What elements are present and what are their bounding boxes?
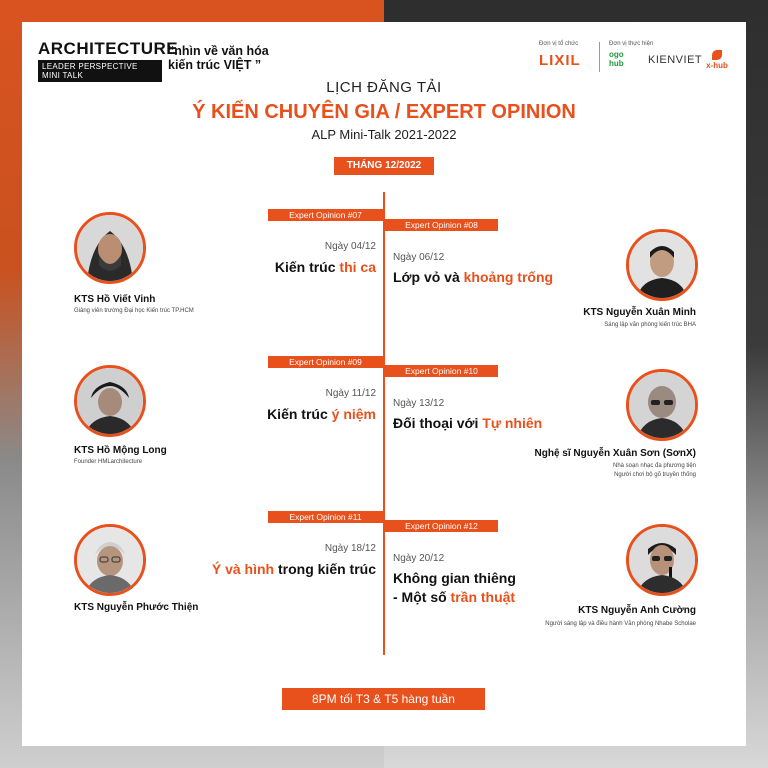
speaker-ep12: KTS Nguyễn Anh Cường [578,605,696,616]
avatar-ho-viet-vinh [74,212,146,284]
tag-expert-opinion-12: Expert Opinion #12 [385,520,498,532]
title-ep08-part-a: Lớp vỏ và [393,269,464,285]
lixil-logo: LIXIL [539,52,581,69]
avatar-nguyen-xuan-son [626,369,698,441]
tag-expert-opinion-08: Expert Opinion #08 [385,219,498,231]
date-ep09: Ngày 11/12 [325,388,376,399]
speaker-ep08: KTS Nguyễn Xuân Minh [583,307,696,318]
organizer-label: Đơn vị tổ chức [539,41,579,47]
title-ep12-line2 [393,588,516,607]
portrait-icon [629,372,695,438]
slogan-line-2: kiến trúc VIỆT ” [168,58,262,72]
title-ep09-highlight: ý niệm [331,406,376,422]
date-ep10: Ngày 13/12 [393,398,445,409]
ogohub-logo: ogo hub [609,50,624,68]
tag-expert-opinion-07: Expert Opinion #07 [268,209,383,221]
portrait-icon [77,215,143,281]
date-ep08: Ngày 06/12 [393,252,445,263]
title-ep10 [393,414,542,433]
speaker-desc-ep09: Founder HMLarchitecture [74,459,143,465]
month-badge: THÁNG 12/2022 [334,157,434,175]
xhub-mark-icon [712,50,722,60]
title-ep12-highlight: trần thuật [450,589,516,605]
title-ep12-part-c: - Một số [393,589,451,605]
speaker-ep09: KTS Hồ Mộng Long [74,445,167,456]
speaker-ep11: KTS Nguyễn Phước Thiện [74,602,199,613]
tag-expert-opinion-09: Expert Opinion #09 [268,356,383,368]
title-ep10-part-a: Đối thoại với [393,415,483,431]
avatar-ho-mong-long [74,365,146,437]
header-title: Ý KIẾN CHUYÊN GIA / EXPERT OPINION [192,101,576,123]
slogan [168,44,269,72]
speaker-desc-ep08: Sáng lập văn phòng kiến trúc BHA [604,322,696,328]
portrait-icon [629,232,695,298]
sponsor-divider [599,42,600,72]
timeline-line [383,192,385,655]
header-subtitle: ALP Mini-Talk 2021-2022 [311,127,457,142]
title-ep11-highlight: Ý và hình [211,561,275,577]
header-line-1: LỊCH ĐĂNG TẢI [326,79,442,96]
speaker-desc-ep07: Giảng viên trường Đại học Kiến trúc TP.HCM [74,308,194,314]
title-ep07-part-a: Kiến trúc [274,259,340,275]
portrait-icon [629,527,695,593]
avatar-nguyen-phuoc-thien [74,524,146,596]
date-ep07: Ngày 04/12 [324,241,376,252]
alp-logo [38,39,178,82]
kienviet-logo: KIENVIET [648,54,703,66]
title-ep12 [393,569,516,607]
date-ep11: Ngày 18/12 [324,543,376,554]
title-ep09-part-a: Kiến trúc [267,406,332,422]
xhub-text: x-hub [706,61,728,70]
avatar-nguyen-xuan-minh [626,229,698,301]
title-ep11 [212,560,376,579]
title-ep08-highlight: khoảng trống [463,269,554,285]
portrait-icon [77,527,143,593]
speaker-ep10: Nghệ sĩ Nguyễn Xuân Sơn (SơnX) [534,448,696,459]
schedule-badge: 8PM tối T3 & T5 hàng tuần [282,688,485,710]
xhub-logo [706,50,728,72]
portrait-icon [77,368,143,434]
speaker-desc-ep10-line2: Người chơi bộ gõ truyền thống [614,472,696,478]
title-ep09 [267,405,376,424]
speaker-ep07: KTS Hồ Viết Vinh [74,294,156,305]
title-ep08 [393,268,553,287]
title-ep11-part-c: trong kiến trúc [274,561,376,577]
title-ep12-line1: Không gian thiêng [393,570,516,586]
tag-expert-opinion-10: Expert Opinion #10 [385,365,498,377]
logo-sub-text: LEADER PERSPECTIVE MINI TALK [38,60,162,82]
date-ep12: Ngày 20/12 [393,553,445,564]
slogan-line-1: “nhìn về văn hóa [168,44,269,58]
title-ep10-highlight: Tự nhiên [482,415,543,431]
executor-label: Đơn vị thực hiện [609,41,654,47]
title-ep07-highlight: thi ca [339,259,376,275]
speaker-desc-ep10-line1: Nhà soạn nhạc đa phương tiện [612,463,696,469]
speaker-desc-ep12: Người sáng lập và điều hành Văn phòng Nhabe Scholae [545,621,696,627]
logo-main-text: ARCHITECTURE [38,39,179,58]
tag-expert-opinion-11: Expert Opinion #11 [268,511,383,523]
avatar-nguyen-anh-cuong [626,524,698,596]
title-ep07 [275,258,376,277]
